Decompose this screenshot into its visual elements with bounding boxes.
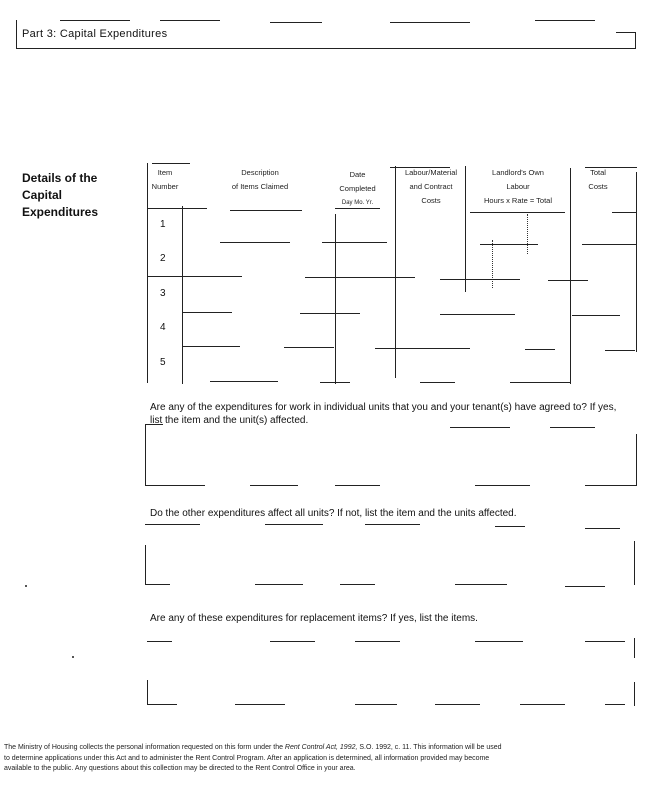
row-separator	[605, 350, 635, 351]
part-box-top-dash	[270, 22, 322, 23]
header-underline	[612, 212, 636, 213]
part-title: Part 3: Capital Expenditures	[22, 28, 168, 40]
privacy-notice: The Ministry of Housing collects the personal information requested on this form under the Rent Control Act, 1992, S.O. 1992, c. 11. This information will be used to determine applications under this Act and to administer the Rent Control Program. After an application is determined, all information provided may become available to the public. Any questions about this collection may be directed to the Rent Control Office in your area.	[4, 744, 502, 772]
column-header-item: Item Number	[151, 168, 179, 191]
row-separator	[182, 312, 232, 313]
question-individual-units: Are any of the expenditures for work in individual units that you and your tenant(s) have agreed to? If yes, list the item and the unit(s) affected.	[150, 402, 617, 426]
row-separator	[300, 313, 360, 314]
row-separator	[220, 242, 290, 243]
header-top-dash	[152, 163, 190, 164]
row-separator	[480, 244, 538, 245]
table-left-border	[147, 163, 148, 383]
row-separator	[147, 276, 242, 277]
row-separator	[210, 381, 278, 382]
header-underline	[230, 210, 302, 211]
row-separator	[420, 382, 455, 383]
header-underline	[147, 208, 207, 209]
column-header-total-costs: Total Costs	[588, 168, 608, 191]
column-header-date: Date Completed Day Mo. Yr.	[339, 170, 376, 206]
column-separator	[182, 206, 183, 384]
row-number: 1	[160, 219, 166, 230]
row-separator	[305, 277, 415, 278]
header-underline	[470, 212, 565, 213]
column-separator	[335, 214, 336, 384]
row-separator	[320, 382, 350, 383]
part-box-top-dash	[390, 22, 470, 23]
part-box-top-dash	[60, 20, 130, 21]
table-right-border	[636, 172, 637, 352]
question-all-units: Do the other expenditures affect all units? If not, list the item and the units affected.	[150, 508, 517, 519]
row-separator	[284, 347, 334, 348]
column-header-labour-material: Labour/Material and Contract Costs	[404, 168, 458, 205]
row-separator	[440, 279, 520, 280]
column-header-landlord-labour: Landlord's Own Labour Hours x Rate = Total	[483, 168, 553, 205]
row-separator	[322, 242, 387, 243]
question-replacement-items: Are any of these expenditures for replacement items? If yes, list the items.	[150, 613, 478, 624]
column-separator-dotted	[492, 240, 493, 288]
column-header-description: Description of Items Claimed	[231, 168, 289, 191]
row-separator	[510, 382, 570, 383]
part-box-top-dash	[535, 20, 595, 21]
section-label: Details of the Capital Expenditures	[22, 171, 99, 219]
row-separator	[582, 244, 636, 245]
part-box-right-edge	[635, 32, 636, 49]
row-separator	[572, 315, 620, 316]
row-separator	[440, 314, 515, 315]
row-separator	[548, 280, 588, 281]
row-separator	[182, 346, 240, 347]
part-box-top-dash	[160, 20, 220, 21]
row-number: 3	[160, 288, 166, 299]
row-number: 2	[160, 253, 166, 264]
row-number: 4	[160, 322, 166, 333]
answer-box-individual-units[interactable]	[145, 424, 637, 486]
part-box-bottom-edge	[16, 48, 636, 49]
part-box-left-edge	[16, 20, 17, 48]
scan-speck	[72, 656, 74, 658]
row-separator	[525, 349, 555, 350]
act-name: Rent Control Act, 1992,	[284, 744, 358, 751]
column-separator-dotted	[527, 214, 528, 254]
answer-box-all-units[interactable]	[145, 523, 637, 585]
row-separator	[375, 348, 470, 349]
column-separator	[570, 168, 571, 384]
scan-speck	[25, 585, 27, 587]
part-box-corner	[616, 32, 636, 33]
row-number: 5	[160, 357, 166, 368]
answer-box-replacement-items[interactable]	[145, 638, 637, 708]
